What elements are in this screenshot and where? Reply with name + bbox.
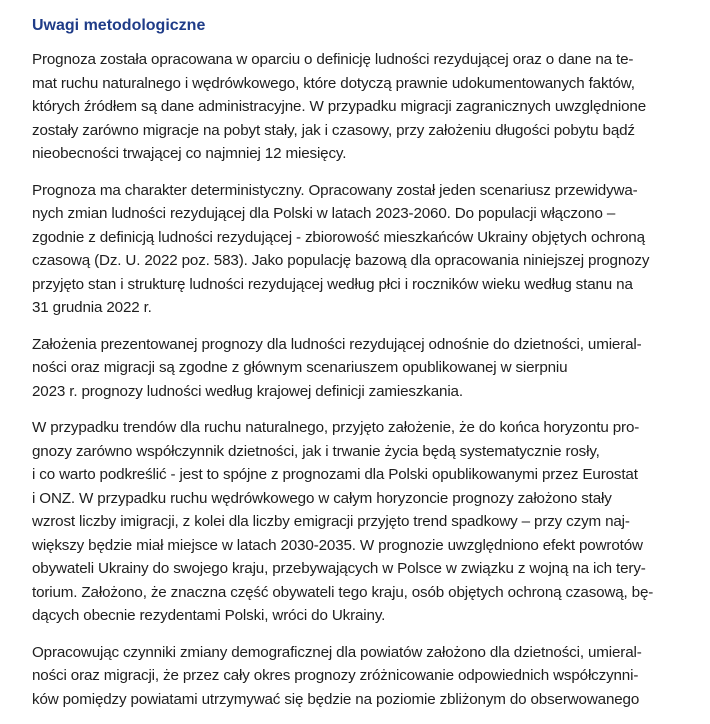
text-line: W przypadku trendów dla ruchu naturalnego, przyjęto założenie, że do końca horyzontu pro- — [32, 419, 640, 436]
section-heading: Uwagi metodologiczne — [32, 17, 206, 34]
paragraph-counties — [32, 641, 708, 712]
text-line: ności oraz migracji, że przez cały okres prognozy zróżnicowanie odpowiednich współczynni- — [32, 667, 639, 684]
text-line: mat ruchu naturalnego i wędrówkowego, które dotyczą prawnie udokumentowanych faktów, — [32, 74, 635, 92]
text-line: nieobecności trwającej co najmniej 12 miesięcy. — [32, 145, 347, 162]
paragraph-scenario — [32, 179, 708, 320]
text-line: Prognoza została opracowana w oparciu o definicję ludności rezydującej oraz o dane na te- — [32, 51, 634, 68]
paragraph-definition — [32, 48, 708, 166]
document-page — [32, 14, 708, 724]
text-line: przyjęto stan i strukturę ludności rezydującej według płci i roczników wieku według stanu na — [32, 275, 633, 293]
text-line: torium. Założono, że znaczna część obywateli tego kraju, osób objętych ochroną czasową, bę- — [32, 583, 654, 601]
text-line: większy będzie miał miejsce w latach 2030-2035. W prognozie uwzględniono efekt powrotów — [32, 536, 643, 554]
text-line: i ONZ. W przypadku ruchu wędrówkowego w całym horyzoncie prognozy założono stały — [32, 489, 612, 507]
text-line: Opracowując czynniki zmiany demograficznej dla powiatów założono dla dzietności, umieral- — [32, 643, 642, 661]
text-line: nych zmian ludności rezydującej dla Polski w latach 2023-2060. Do populacji włączono – — [32, 205, 616, 222]
text-line: Założenia prezentowanej prognozy dla ludności rezydującej odnośnie do dzietności, umieral- — [32, 335, 642, 353]
text-line: obywateli Ukrainy do swojego kraju, przebywających w Polsce w związku z wojną na ich tery- — [32, 560, 646, 577]
text-line: Prognoza ma charakter deterministyczny. Opracowany został jeden scenariusz przewidywa- — [32, 181, 638, 199]
text-line: i co warto podkreślić - jest to spójne z prognozami dla Polski opublikowanymi przez Eurostat — [32, 466, 638, 483]
paragraph-trends — [32, 416, 708, 628]
text-line: gnozy zarówno współczynnik dzietności, jak i trwanie życia będą systematycznie rosły, — [32, 442, 600, 460]
text-line: wzrost liczby imigracji, z kolei dla liczby emigracji przyjęto trend spadkowy – przy czym naj- — [32, 513, 630, 530]
text-line: ności oraz migracji są zgodne z głównym scenariuszem opublikowanej w sierpniu — [32, 359, 568, 376]
text-line: których źródłem są dane administracyjne. W przypadku migracji zagranicznych uwzględnione — [32, 98, 646, 115]
text-line: dących obecnie rezydentami Polski, wróci do Ukrainy. — [32, 607, 386, 624]
text-line: zgodnie z definicją ludności rezydującej - zbiorowość mieszkańców Ukrainy objętych ochroną — [32, 228, 645, 246]
text-line: 31 grudnia 2022 r. — [32, 299, 152, 316]
text-line: czasową (Dz. U. 2022 poz. 583). Jako populację bazową dla opracowania niniejszej prognozy — [32, 252, 650, 269]
text-line: 2023 r. prognozy ludności według krajowej definicji zamieszkania. — [32, 382, 463, 400]
paragraph-assumptions — [32, 333, 708, 404]
text-line: zostały zarówno migracje na pobyt stały, jak i czasowy, przy założeniu długości pobytu bądź — [32, 121, 635, 139]
text-line: ków pomiędzy powiatami utrzymywać się będzie na poziomie zbliżonym do obserwowanego — [32, 690, 640, 708]
